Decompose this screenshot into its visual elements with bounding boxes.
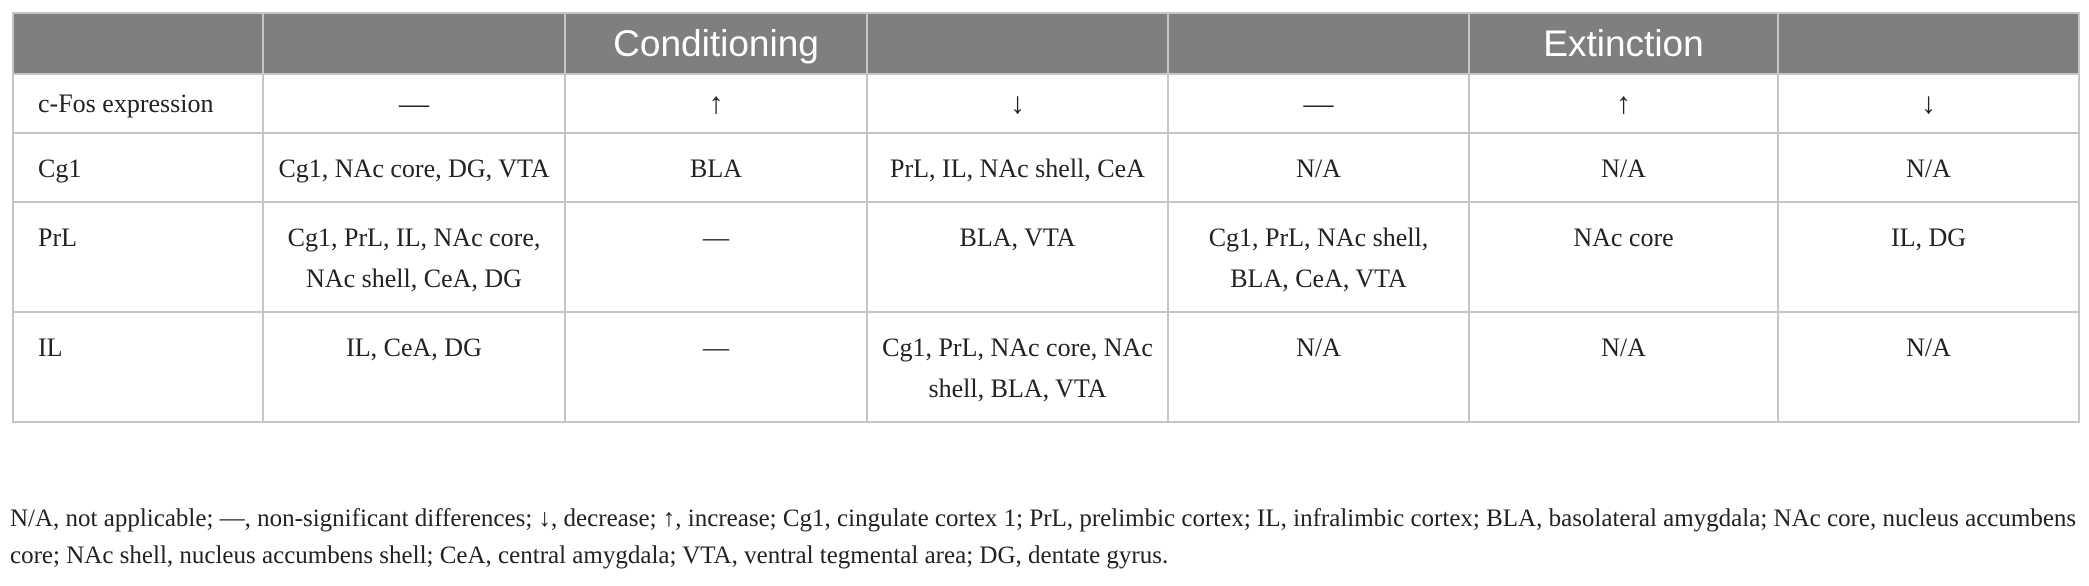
c-fos-table (12, 12, 2080, 423)
table-cell: Cg1, NAc core, DG, VTA (263, 133, 565, 202)
table-cell: BLA, VTA (867, 202, 1168, 312)
header-conditioning: Conditioning (565, 13, 867, 74)
table-row (13, 312, 2079, 422)
table-row (13, 133, 2079, 202)
header-cell-blank-1 (263, 13, 565, 74)
table-cell: PrL, IL, NAc shell, CeA (867, 133, 1168, 202)
results-table-container (12, 12, 2078, 423)
header-cell-blank-4 (1168, 13, 1469, 74)
table-cell: N/A (1778, 133, 2079, 202)
header-extinction: Extinction (1469, 13, 1778, 74)
table-cell: Cg1, PrL, NAc shell, BLA, CeA, VTA (1168, 202, 1469, 312)
expression-decrease: ↓ (867, 74, 1168, 133)
table-row (13, 202, 2079, 312)
table-cell: N/A (1469, 133, 1778, 202)
row-label: c-Fos expression (13, 74, 263, 133)
header-cell-blank-0 (13, 13, 263, 74)
table-cell: Cg1, PrL, NAc core, NAc shell, BLA, VTA (867, 312, 1168, 422)
expression-increase: ↑ (565, 74, 867, 133)
row-label: PrL (13, 202, 263, 312)
table-cell: NAc core (1469, 202, 1778, 312)
table-cell: — (565, 202, 867, 312)
table-cell: Cg1, PrL, IL, NAc core, NAc shell, CeA, DG (263, 202, 565, 312)
table-cell: N/A (1168, 312, 1469, 422)
table-cell: N/A (1469, 312, 1778, 422)
table-cell: N/A (1168, 133, 1469, 202)
table-row-expression (13, 74, 2079, 133)
table-header-row (13, 13, 2079, 74)
expression-increase: ↑ (1469, 74, 1778, 133)
expression-no-change: — (1168, 74, 1469, 133)
expression-decrease: ↓ (1778, 74, 2079, 133)
row-label: IL (13, 312, 263, 422)
header-cell-blank-3 (867, 13, 1168, 74)
table-cell: N/A (1778, 312, 2079, 422)
expression-no-change: — (263, 74, 565, 133)
table-cell: IL, DG (1778, 202, 2079, 312)
table-cell: IL, CeA, DG (263, 312, 565, 422)
row-label: Cg1 (13, 133, 263, 202)
table-cell: BLA (565, 133, 867, 202)
header-cell-blank-6 (1778, 13, 2079, 74)
table-footnote: N/A, not applicable; —, non-significant differences; ↓, decrease; ↑, increase; Cg1, cingulate cortex 1; PrL, prelimbic cortex; IL, infralimbic cortex; BLA, basolateral amygdala; NAc core, nucleus accumbens core; NAc shell, nucleus accumbens shell; CeA, central amygdala; VTA, ventral tegmental area; DG, dentate gyrus. (10, 505, 2077, 569)
table-cell: — (565, 312, 867, 422)
